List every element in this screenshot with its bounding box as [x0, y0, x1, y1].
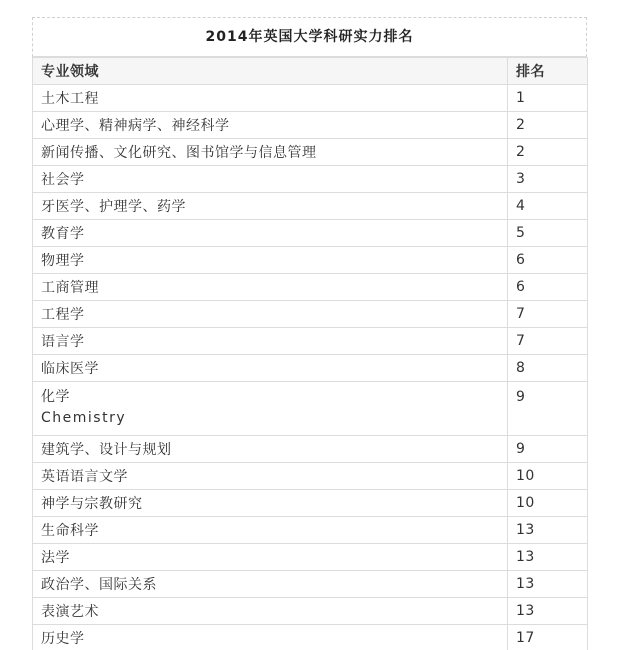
field-cell: 历史学	[33, 625, 508, 650]
header-field: 专业领域	[33, 58, 508, 85]
field-cell: 临床医学	[33, 355, 508, 382]
header-rank: 排名	[508, 58, 588, 85]
rank-cell: 9	[508, 382, 588, 436]
field-cell: 生命科学	[33, 517, 508, 544]
rank-cell: 10	[508, 490, 588, 517]
field-cell: 神学与宗教研究	[33, 490, 508, 517]
field-cell: 工商管理	[33, 274, 508, 301]
table-row	[33, 247, 588, 274]
table-row	[33, 166, 588, 193]
rank-cell: 5	[508, 220, 588, 247]
rank-cell: 3	[508, 166, 588, 193]
field-cell: 土木工程	[33, 85, 508, 112]
rank-cell: 10	[508, 463, 588, 490]
rank-cell: 7	[508, 328, 588, 355]
field-cell: 牙医学、护理学、药学	[33, 193, 508, 220]
rank-cell: 2	[508, 139, 588, 166]
field-cell: 表演艺术	[33, 598, 508, 625]
rank-cell: 7	[508, 301, 588, 328]
rank-cell: 17	[508, 625, 588, 650]
field-cell: 法学	[33, 544, 508, 571]
table-row	[33, 193, 588, 220]
table-title: 2014年英国大学科研实力排名	[32, 17, 587, 57]
rank-cell: 6	[508, 247, 588, 274]
ranking-grid	[32, 57, 588, 650]
table-row	[33, 139, 588, 166]
field-cell: 工程学	[33, 301, 508, 328]
table-row	[33, 463, 588, 490]
rank-cell: 4	[508, 193, 588, 220]
field-cell: 教育学	[33, 220, 508, 247]
table-row	[33, 382, 588, 436]
field-cell-en: Chemistry	[41, 410, 127, 426]
field-cell: 建筑学、设计与规划	[33, 436, 508, 463]
table-row	[33, 490, 588, 517]
field-cell: 语言学	[33, 328, 508, 355]
table-row	[33, 301, 588, 328]
rank-cell: 8	[508, 355, 588, 382]
rank-cell: 13	[508, 517, 588, 544]
table-row	[33, 274, 588, 301]
table-row	[33, 544, 588, 571]
table-row	[33, 436, 588, 463]
rank-cell: 13	[508, 571, 588, 598]
table-row	[33, 85, 588, 112]
field-cell: 心理学、精神病学、神经科学	[33, 112, 508, 139]
table-row	[33, 112, 588, 139]
table-header-row	[33, 58, 588, 85]
table-row	[33, 220, 588, 247]
field-cell-cn: 化学	[41, 389, 70, 405]
table-row	[33, 598, 588, 625]
field-cell: 社会学	[33, 166, 508, 193]
table-row	[33, 571, 588, 598]
rank-cell: 9	[508, 436, 588, 463]
field-cell: 新闻传播、文化研究、图书馆学与信息管理	[33, 139, 508, 166]
field-cell: 物理学	[33, 247, 508, 274]
field-cell: 政治学、国际关系	[33, 571, 508, 598]
ranking-table	[32, 17, 587, 650]
field-cell: 英语语言文学	[33, 463, 508, 490]
table-row	[33, 355, 588, 382]
table-row	[33, 517, 588, 544]
rank-cell: 13	[508, 598, 588, 625]
rank-cell: 13	[508, 544, 588, 571]
rank-cell: 2	[508, 112, 588, 139]
rank-cell: 1	[508, 85, 588, 112]
table-row	[33, 625, 588, 650]
table-row	[33, 328, 588, 355]
rank-cell: 6	[508, 274, 588, 301]
field-cell	[33, 382, 508, 436]
